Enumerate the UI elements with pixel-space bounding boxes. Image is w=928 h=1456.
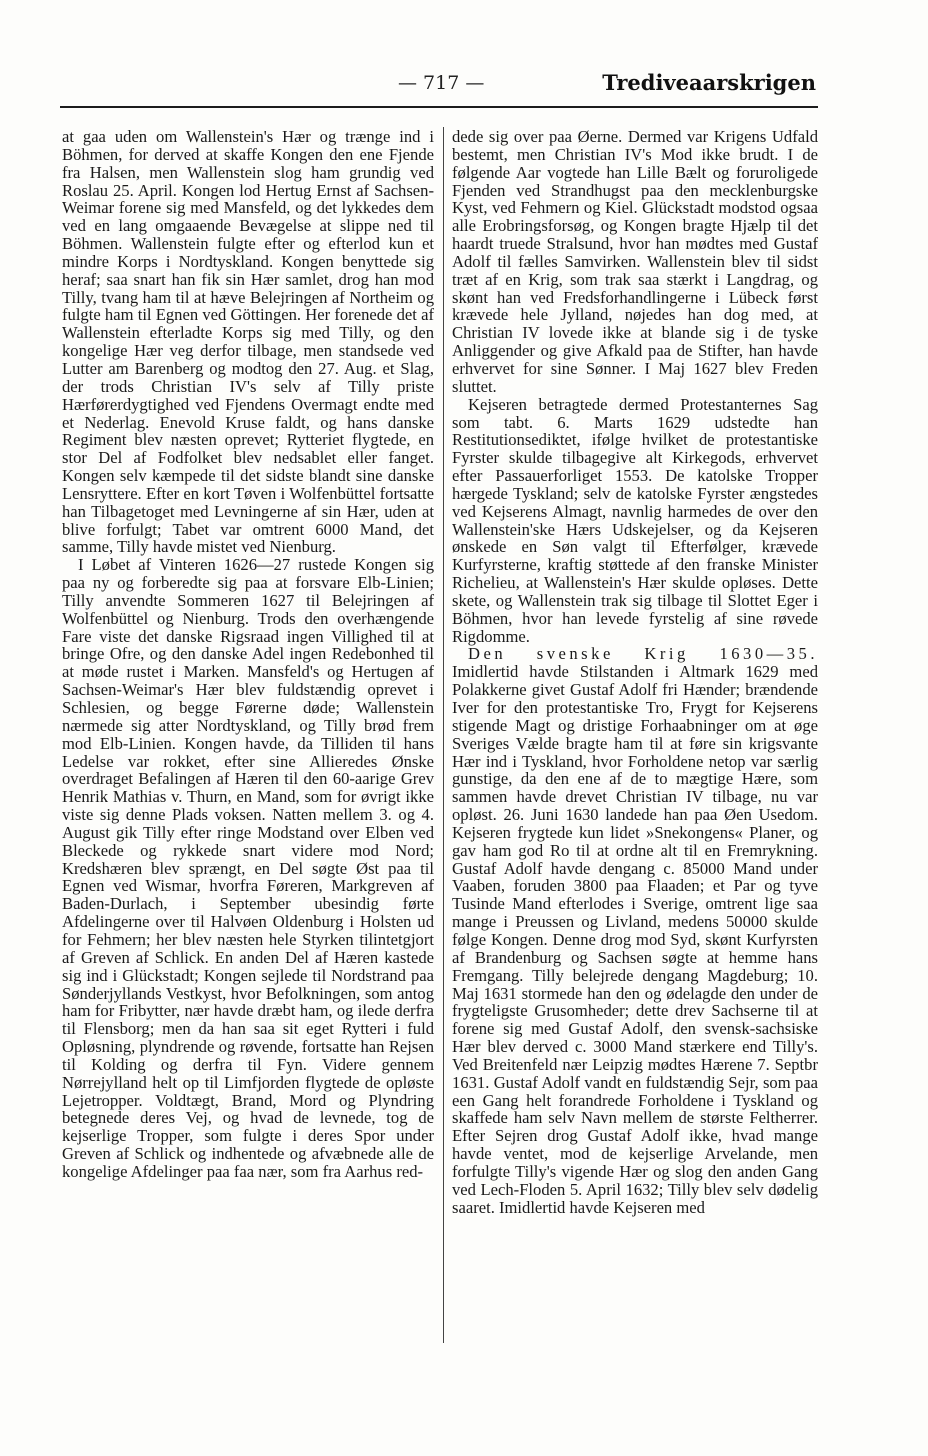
section-heading: Den svenske Krig 1630—35.: [468, 644, 818, 664]
page-header: [60, 70, 818, 104]
page-number: — 717 —: [398, 72, 485, 94]
paragraph: Kejseren betragtede dermed Protestanternes Sag som tabt. 6. Marts 1629 udstedte han Restitutionsediktet, ifølge hvilket de protestantiske Fyrster skulde tilbagegive alt Kirkegods, erhvervet efter Passauerforliget 1553. De katolske Tropper hærgede Tyskland; selv de katolske Fyrster ængstedes ved Kejserens Almagt, navnlig harmedes de over den Wallenstein'ske Hærs Udskejelser, og da Kejseren ønskede en Søn valgt til Efterfølger, krævede Kurfyrsterne, kraftig støttede af den franske Minister Richelieu, at Wallenstein's Hær skulde opløses. Dette skete, og Wallenstein trak sig tilbage til Slottet Eger i Böhmen, hvor han levede fyrstelig af sine røvede Rigdomme.: [452, 394, 818, 646]
column-divider: [443, 127, 444, 1343]
paragraph: I Løbet af Vinteren 1626—27 rustede Kongen sig paa ny og forberedte sig paa at forsvare Elb-Linien; Tilly anvendte Sommeren 1627 til Belejringen af Wolfenbüttel og Nienburg. Trods den overhængende Fare viste det danske Rigsraad ingen Villighed til at bringe Ofre, og den danske Adel ingen Redebonhed til at møde rustet i Marken. Mansfeld's og Hertugen af Sachsen-Weimar's Hær blev fuldstændig oprevet i Schlesien, og begge Førerne døde; Wallenstein nærmede sig atter Nordtyskland, og Tilly brød frem mod Elb-Linien. Kongen havde, da Tilliden til hans Ledelse var rokket, efter sine Allieredes Ønske overdraget Befalingen af Hæren til den 60-aarige Grev Henrik Mathias v. Thurn, en Mand, som for øvrigt ikke viste sig denne Plads voksen. Natten mellem 3. og 4. August gik Tilly efter ringe Modstand over Elben ved Bleckede og rykkede snart videre mod Nord; Kredshæren blev sprængt, en Del søgte Øst paa til Egnen ved Wismar, hvorfra Føreren, Markgreven af Baden-Durlach, i September ubesindig førte Afdelingerne over til Halvøen Oldenburg i Holsten ud for Fehmern; her blev næsten hele Styrken tilintetgjort af Greven af Schlick. En anden Del af Hæren kastede sig ind i Glückstadt; Kongen sejlede til Nordstrand paa Sønderjyllands Vestkyst, hvor Befolkningen, som antog ham for Fribytter, nær havde dræbt ham, og ilede derfra til Flensborg; men da han saa sit eget Rytteri i fuld Opløsning, plyndrende og røvende, fortsatte han Rejsen til Kolding og derfra til Fyn. Videre gennem Nørrejylland helt op til Limfjorden flygtede de opløste Lejetropper. Voldtægt, Brand, Mord og Plyndring betegnede deres Vej, og hvad de levnede, tog de kejserlige Tropper, som fulgte i deres Spor under Greven af Schlick og indhentede og afvæbnede alle de kongelige Afdelinger paa faa nær, som fra Aarhus red-: [62, 555, 434, 1181]
paragraph: [452, 645, 818, 1216]
paragraph: dede sig over paa Øerne. Dermed var Krigens Udfald bestemt, men Christian IV's Mod ikke brudt. I de følgende Aar vogtede han Lille Bælt og foruroligede Fjenden ved Strandhugst paa den mecklenburgske Kyst, ved Fehmern og Kiel. Glückstadt modstod ogsaa alle Erobringsforsøg, og Kongen bragte Hjælp til det haardt truede Stralsund, hvor han mødtes med Gustaf Adolf til fælles Samvirken. Wallenstein blev til sidst træt af en Krig, som trak saa stærkt i Langdrag, og skønt han ved Fredsforhandlingerne i Lübeck først krævede hele Jylland, nøjedes han dog med, at Christian IV lovede ikke at blande sig i de tyske Anliggender og give Afkald paa de Stifter, han havde erhvervet for sine Sønner. I Maj 1627 blev Freden sluttet.: [452, 127, 818, 396]
right-column: [452, 128, 818, 1216]
paragraph-text: Imidlertid havde Stilstanden i Altmark 1629 med Polakkerne givet Gustaf Adolf fri Hænder; brændende Iver for den protestantiske Tro, Frygt for Kejserens stigende Magt og dristige Forhaabninger om at øge Sveriges Vælde bragte ham til at føre sin krigsvante Hær ind i Tyskland, hvor Forholdene netop var særlig gunstige, da den ene af de to mægtige Hære, som sammen havde drevet Christian IV tilbage, nu var opløst. 26. Juni 1630 landede han paa Øen Usedom. Kejseren frygtede kun lidet »Snekongens« Planer, og gav ham god Ro til at ordne alt til en Fremrykning. Gustaf Adolf havde dengang c. 85000 Mand under Vaaben, foruden 3800 paa Flaaden; et Par og tyve Tusinde Mand efterlodes i Sverige, omtrent lige saa mange i Preussen og Livland, medens 50000 skulde følge Kongen. Denne drog mod Syd, skønt Kurfyrsten af Brandenburg og Sachsen søgte at hemme hans Fremgang. Tilly belejrede dengang Magdeburg; 10. Maj 1631 stormede han den og ødelagde den under de frygteligste Grusomheder; dette drev Sachserne til at forene sig med Gustaf Adolf, den svensk-sachsiske Hær blev derved c. 3000 Mand stærkere end Tilly's. Ved Breitenfeld nær Leipzig mødtes Hærene 7. Septbr 1631. Gustaf Adolf vandt en fuldstændig Sejr, som paa een Gang helt forandrede Forholdene i Tyskland og skaffede ham selv Navn mellem de største Feltherrer. Efter Sejren drog Gustaf Adolf ikke, hvad mange havde ventet, mod de kejserlige Arvelande, men forfulgte Tilly's vigende Hær og slog den anden Gang ved Lech-Floden 5. April 1632; Tilly blev selv dødelig saaret. Imidlertid havde Kejseren med: [452, 662, 818, 1217]
paragraph: at gaa uden om Wallenstein's Hær og trænge ind i Böhmen, for derved at skaffe Kongen den ene Fjende fra Halsen, men Wallenstein slog ham grundig ved Roslau 25. April. Kongen lod Hertug Ernst af Sachsen-Weimar forene sig med Mansfeld, og det lykkedes dem ved en lang omgaaende Bevægelse at slippe ned til Böhmen. Wallenstein fulgte efter og efterlod kun et mindre Korps i Nordtyskland. Kongen benyttede sig heraf; saa snart han fik sin Hær samlet, drog han mod Tilly, tvang ham til at hæve Belejringen af Northeim og fulgte ham til Egnen ved Göttingen. Her forenede det af Wallenstein efterladte Korps sig med Tilly, og den kongelige Hær veg derfor tilbage, men standsede ved Lutter am Barenberg og modtog den 27. Aug. et Slag, der trods Christian IV's selv af Tilly priste Hærførerdygtighed ved Fjendens Overmagt endte med et Nederlag. Enevold Kruse faldt, og hans danske Regiment blev næsten oprevet; Rytteriet flygtede, en stor Del af Fodfolket blev nedsablet eller fanget. Kongen selv kæmpede til det sidste blandt sine danske Lensryttere. Efter en kort Tøven i Wolfenbüttel fortsatte han Tilbagetoget med Levningerne af sin Hær, uden at blive forfulgt; Tabet var omtrent 6000 Mand, det samme, Tilly havde mistet ved Nienburg.: [62, 127, 434, 557]
header-rule: [60, 106, 818, 108]
left-column: [62, 128, 434, 1181]
running-title: Trediveaarskrigen: [602, 70, 816, 95]
